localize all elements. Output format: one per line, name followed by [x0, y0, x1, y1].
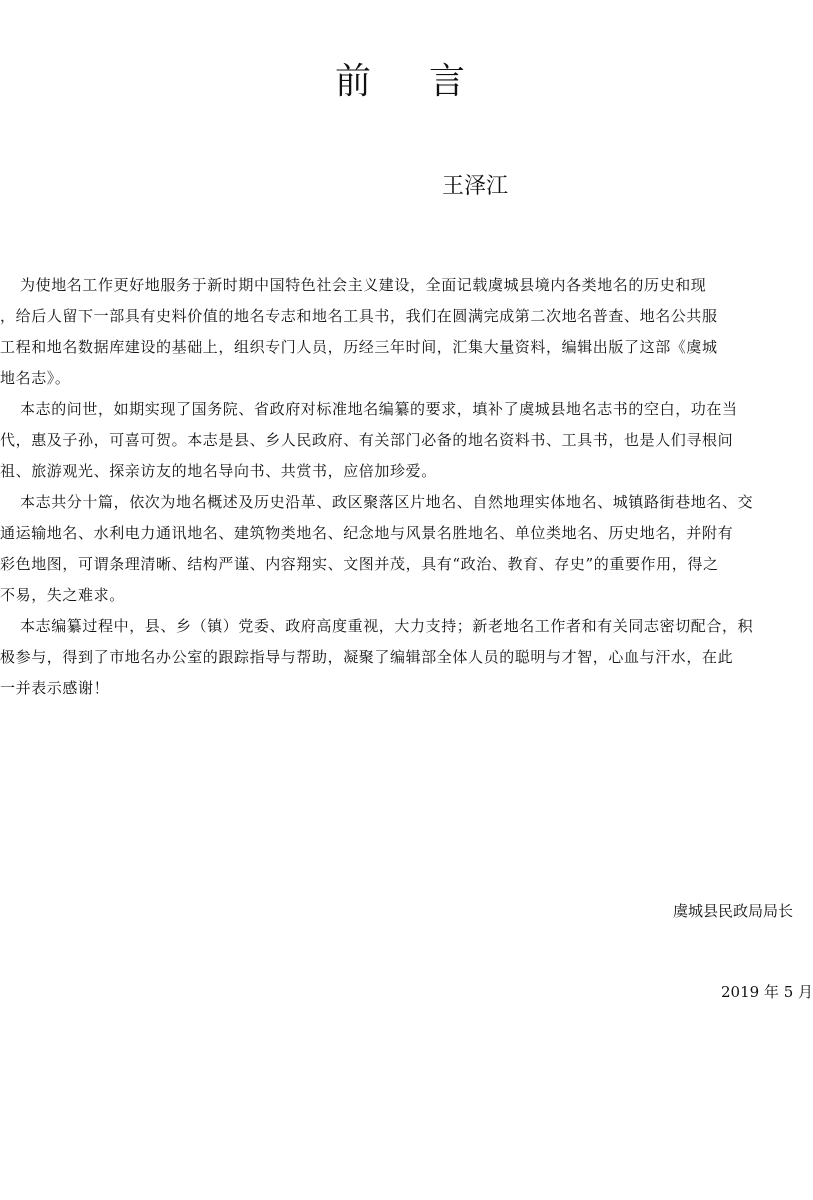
body-line: 通运输地名、水利电力通讯地名、建筑物类地名、纪念地与风景名胜地名、单位类地名、历史地名，并附有 — [0, 524, 734, 542]
author-name: 王泽江 — [442, 174, 509, 199]
body-line: 本志的问世，如期实现了国务院、省政府对标准地名编纂的要求，填补了虞城县地名志书的空白，功在当 — [20, 400, 738, 418]
body-line: 祖、旅游观光、探亲访友的地名导向书、共赏书，应倍加珍爱。 — [0, 462, 437, 480]
body-line: 本志编纂过程中，县、乡（镇）党委、政府高度重视，大力支持；新老地名工作者和有关同志密切配合，积 — [20, 617, 754, 635]
body-text — [0, 270, 800, 704]
body-line: 一并表示感谢！ — [0, 679, 110, 697]
body-line: 彩色地图，可谓条理清晰、结构严谨、内容翔实、文图并茂，具有“政治、教育、存史”的重要作用，得之 — [0, 555, 719, 573]
body-line: 地名志》。 — [0, 369, 71, 387]
signature: 虞城县民政局局长 — [673, 902, 794, 920]
body-line: 代，惠及子孙，可喜可贺。本志是县、乡人民政府、有关部门必备的地名资料书、工具书，也是人们寻根问 — [0, 431, 734, 449]
body-line: 本志共分十篇，依次为地名概述及历史沿革、政区聚落区片地名、自然地理实体地名、城镇路街巷地名、交 — [20, 493, 754, 511]
body-line: 极参与，得到了市地名办公室的跟踪指导与帮助，凝聚了编辑部全体人员的聪明与才智，心血与汗水，在此 — [0, 648, 734, 666]
body-line: 工程和地名数据库建设的基础上，组织专门人员，历经三年时间，汇集大量资料，编辑出版了这部《虞城 — [0, 338, 718, 356]
body-line: ，给后人留下一部具有史料价值的地名专志和地名工具书，我们在圆满完成第二次地名普查、地名公共服 — [0, 307, 718, 325]
date: 2019 年 5 月 — [721, 983, 813, 1001]
body-line: 不易，失之难求。 — [0, 586, 125, 604]
page-title: 前言 — [334, 61, 523, 102]
body-line: 为使地名工作更好地服务于新时期中国特色社会主义建设，全面记载虞城县境内各类地名的历史和现 — [20, 276, 707, 294]
